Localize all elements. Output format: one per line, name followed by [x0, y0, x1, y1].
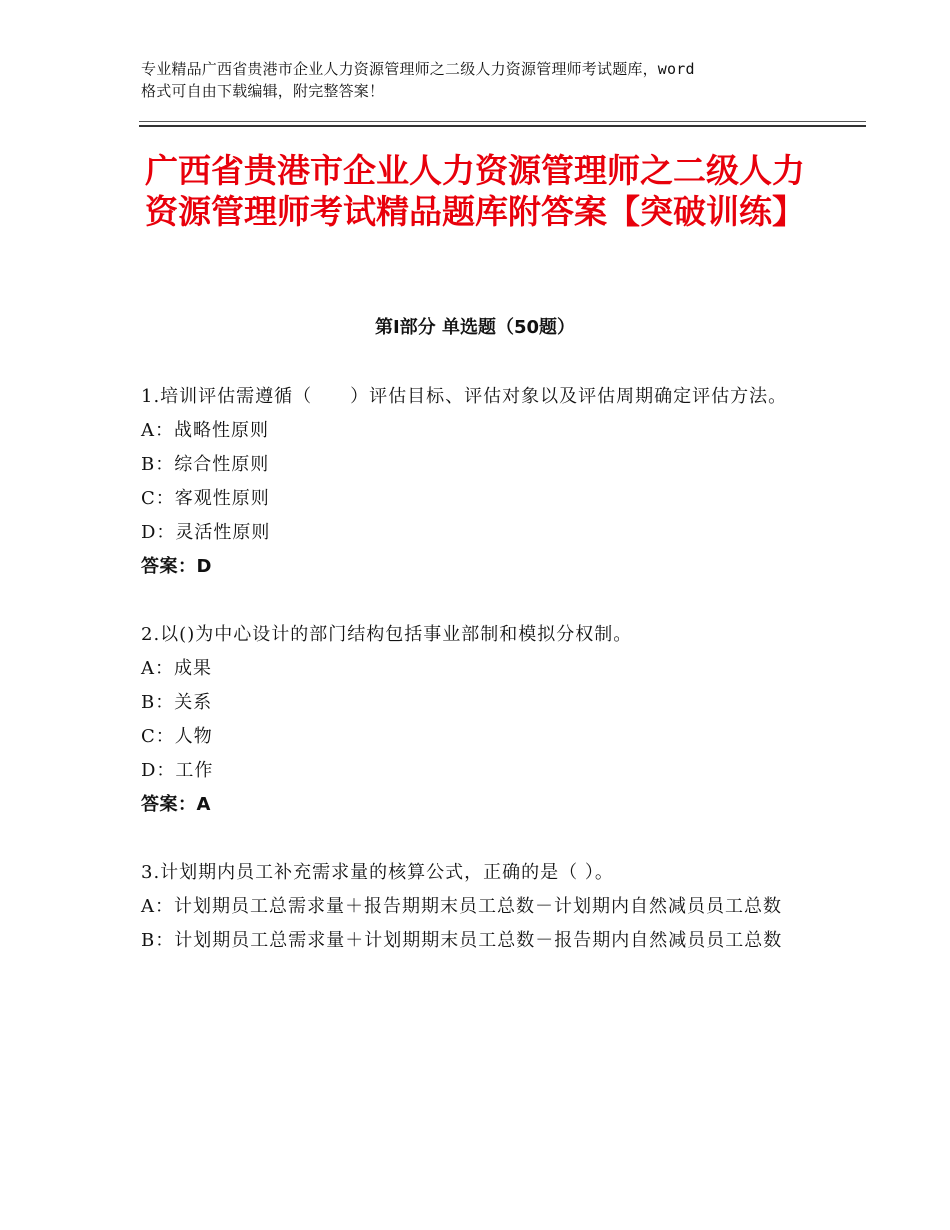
header-divider-thin	[139, 121, 866, 122]
header-note-line-2: 格式可自由下载编辑，附完整答案！	[141, 82, 385, 100]
question-stem: 3.计划期内员工补充需求量的核算公式，正确的是（ ）。	[141, 862, 614, 883]
header-note-line-1: 专业精品广西省贵港市企业人力资源管理师之二级人力资源管理师考试题库，word	[141, 60, 695, 78]
option-a: A：计划期员工总需求量＋报告期期末员工总数－计划期内自然减员员工总数	[141, 896, 782, 917]
question-stem: 2.以()为中心设计的部门结构包括事业部制和模拟分权制。	[141, 624, 633, 645]
option-c: C：客观性原则	[141, 488, 270, 509]
option-a: A：成果	[141, 658, 212, 679]
question-1	[141, 380, 811, 584]
option-b: B：综合性原则	[141, 454, 270, 475]
option-a: A：战略性原则	[141, 420, 269, 441]
answer-line: 答案：A	[141, 794, 211, 815]
answer-line: 答案：D	[141, 556, 212, 577]
option-b: B：计划期员工总需求量＋计划期期末员工总数－报告期内自然减员员工总数	[141, 930, 783, 951]
header-note	[141, 58, 821, 102]
question-stem: 1.培训评估需遵循（ ）评估目标、评估对象以及评估周期确定评估方法。	[141, 386, 788, 407]
option-d: D：工作	[141, 760, 214, 781]
question-3	[141, 856, 811, 958]
option-d: D：灵活性原则	[141, 522, 271, 543]
document-title: 广西省贵港市企业人力资源管理师之二级人力资源管理师考试精品题库附答案【突破训练】	[145, 151, 805, 231]
question-list	[141, 380, 811, 992]
option-b: B：关系	[141, 692, 213, 713]
header-divider-thick	[139, 125, 866, 127]
option-c: C：人物	[141, 726, 213, 747]
question-2	[141, 618, 811, 822]
section-heading: 第Ⅰ部分 单选题（50题）	[374, 317, 575, 338]
